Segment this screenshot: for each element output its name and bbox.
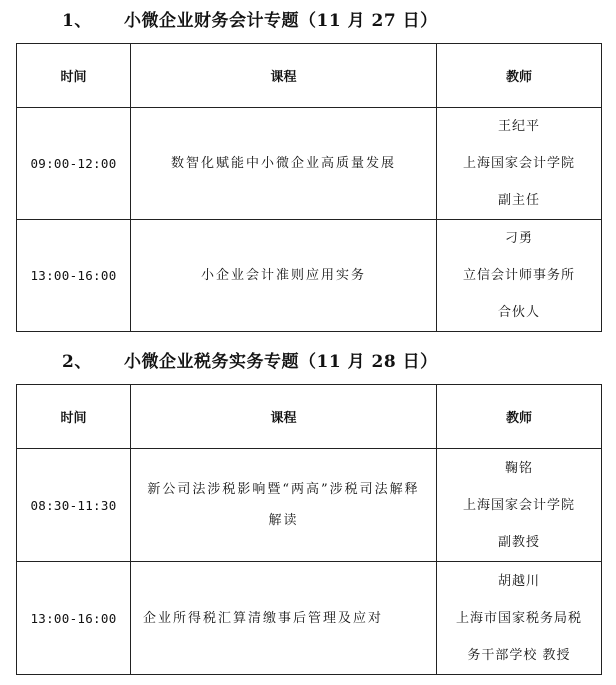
teacher-info: [437, 449, 602, 562]
course-title: 数智化赋能中小微企业高质量发展: [131, 108, 437, 220]
table-row: [17, 220, 602, 332]
session-time: 09:00-12:00: [17, 108, 131, 220]
course-title: 企业所得税汇算清缴事后管理及应对: [131, 562, 437, 675]
header-teacher: 教师: [437, 385, 602, 449]
session-time: 13:00-16:00: [17, 562, 131, 675]
teacher-info: [437, 108, 602, 220]
section-number: 2、: [62, 352, 92, 372]
header-time: 时间: [17, 385, 131, 449]
schedule-table-tax: [16, 384, 602, 675]
course-title: 新公司法涉税影响暨“两高”涉税司法解释解读: [131, 449, 437, 562]
header-teacher: 教师: [437, 44, 602, 108]
table-header-row: [17, 44, 602, 108]
table-row: [17, 449, 602, 562]
section-heading: 小微企业税务实务专题（11 月 28 日）: [124, 352, 438, 372]
teacher-role: 副教授: [497, 534, 540, 550]
section-number: 1、: [62, 11, 92, 31]
teacher-name: 胡越川: [497, 573, 540, 589]
teacher-name: 王纪平: [497, 119, 540, 134]
header-course: 课程: [131, 385, 437, 449]
teacher-name: 鞠铭: [504, 460, 533, 476]
section-heading: 小微企业财务会计专题（11 月 27 日）: [124, 11, 438, 31]
table-header-row: [17, 385, 602, 449]
table-row: [17, 562, 602, 675]
teacher-name: 刁勇: [504, 231, 533, 246]
session-time: 13:00-16:00: [17, 220, 131, 332]
teacher-info: [437, 562, 602, 675]
section-title-finance: [62, 6, 438, 31]
teacher-org: 上海市国家税务局税: [455, 610, 582, 626]
session-time: 08:30-11:30: [17, 449, 131, 562]
table-row: [17, 108, 602, 220]
teacher-role: 副主任: [497, 193, 540, 208]
header-course: 课程: [131, 44, 437, 108]
teacher-org: 上海国家会计学院: [462, 497, 575, 513]
course-title: 小企业会计准则应用实务: [131, 220, 437, 332]
teacher-org: 立信会计师事务所: [462, 268, 575, 283]
header-time: 时间: [17, 44, 131, 108]
teacher-role: 合伙人: [497, 305, 540, 320]
schedule-table-finance: [16, 43, 602, 332]
teacher-info: [437, 220, 602, 332]
section-title-tax: [62, 347, 438, 372]
teacher-role: 务干部学校 教授: [467, 647, 571, 663]
teacher-org: 上海国家会计学院: [462, 156, 575, 171]
